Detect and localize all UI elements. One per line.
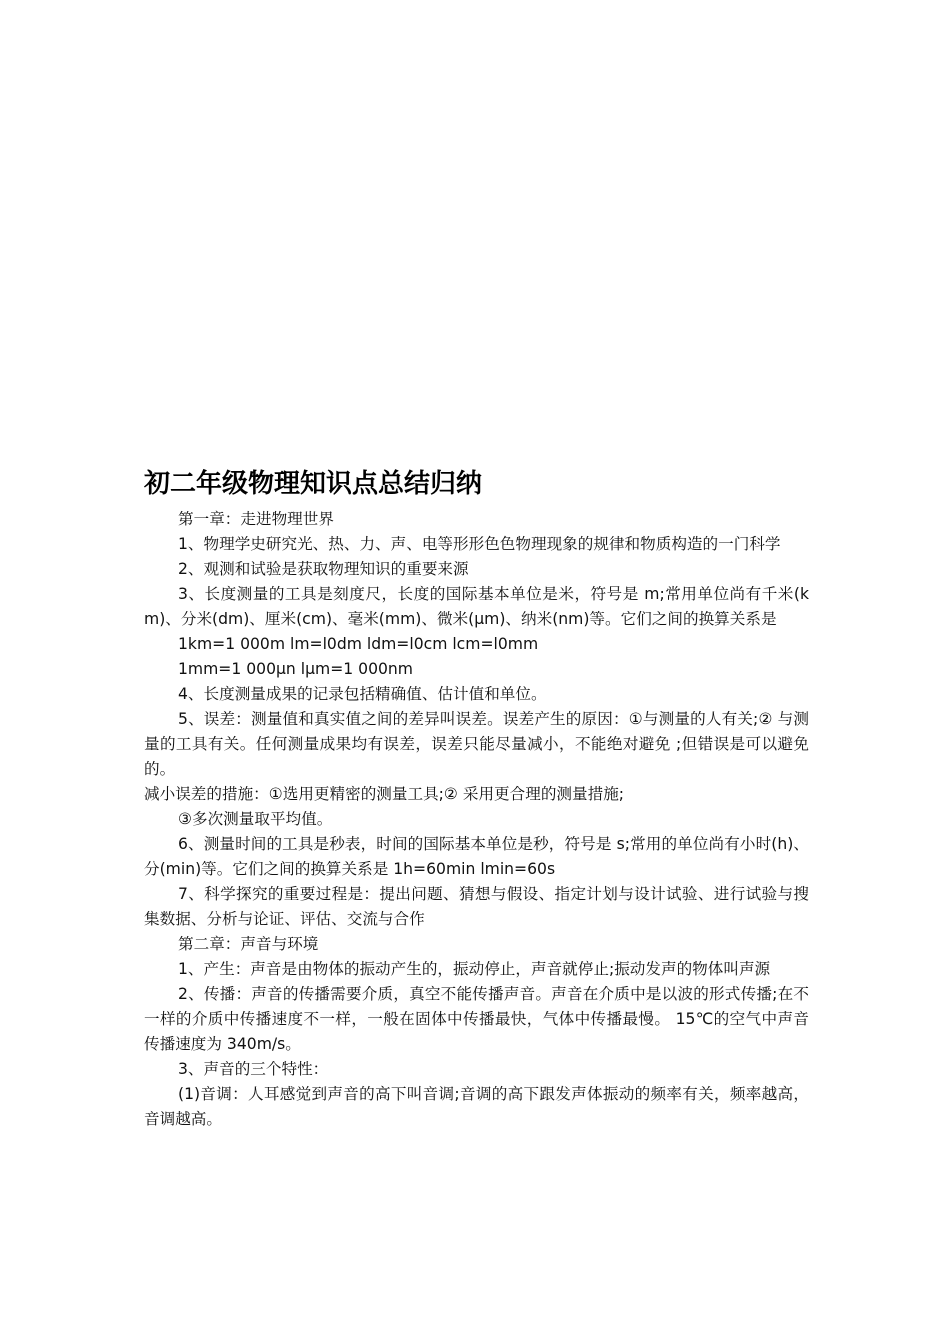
paragraph: 7、科学探究的重要过程是：提出问题、猜想与假设、指定计划与设计试验、进行试验与搜集数据、分析与论证、评估、交流与合作 bbox=[144, 885, 809, 928]
chapter-heading: 第二章：声音与环境 bbox=[178, 935, 319, 953]
formula-line: 1km=1 000m lm=l0dm ldm=l0cm lcm=l0mm bbox=[178, 635, 539, 653]
document-body bbox=[144, 507, 809, 1132]
paragraph: ③多次测量取平均值。 bbox=[178, 810, 333, 828]
paragraph: 2、观测和试验是获取物理知识的重要来源 bbox=[178, 560, 469, 578]
document-title: 初二年级物理知识点总结归纳 bbox=[144, 469, 483, 499]
chapter-heading: 第一章：走进物理世界 bbox=[178, 510, 334, 528]
paragraph: 5、误差：测量值和真实值之间的差异叫误差。误差产生的原因：①与测量的人有关;② 与测量的工具有关。任何测量成果均有误差，误差只能尽量减小，不能绝对避免 ;但错误是可以避免的。 bbox=[144, 710, 809, 778]
paragraph: 3、长度测量的工具是刻度尺，长度的国际基本单位是米，符号是 m;常用单位尚有千米(km)、分米(dm)、厘米(cm)、毫米(mm)、微米(μm)、纳米(nm)等。它们之间的换算关系是 bbox=[144, 585, 809, 628]
paragraph: 3、声音的三个特性： bbox=[178, 1060, 329, 1078]
paragraph: 2、传播：声音的传播需要介质，真空不能传播声音。声音在介质中是以波的形式传播;在不一样的介质中传播速度不一样，一般在固体中传播最快，气体中传播最慢。 15℃的空气中声音传播速度为 340m/s。 bbox=[144, 985, 809, 1053]
paragraph: 4、长度测量成果的记录包括精确值、估计值和单位。 bbox=[178, 685, 547, 703]
paragraph: 1、产生：声音是由物体的振动产生的，振动停止，声音就停止;振动发声的物体叫声源 bbox=[178, 960, 771, 978]
formula-line: 1mm=1 000μn lμm=1 000nm bbox=[178, 660, 413, 678]
paragraph: (1)音调：人耳感觉到声音的高下叫音调;音调的高下跟发声体振动的频率有关，频率越高，音调越高。 bbox=[144, 1085, 809, 1128]
paragraph: 1、物理学史研究光、热、力、声、电等形形色色物理现象的规律和物质构造的一门科学 bbox=[178, 535, 781, 553]
paragraph: 6、测量时间的工具是秒表，时间的国际基本单位是秒，符号是 s;常用的单位尚有小时(h)、分(min)等。它们之间的换算关系是 1h=60min lmin=60s bbox=[144, 835, 809, 878]
paragraph: 减小误差的措施：①选用更精密的测量工具;② 采用更合理的测量措施; bbox=[144, 785, 625, 803]
